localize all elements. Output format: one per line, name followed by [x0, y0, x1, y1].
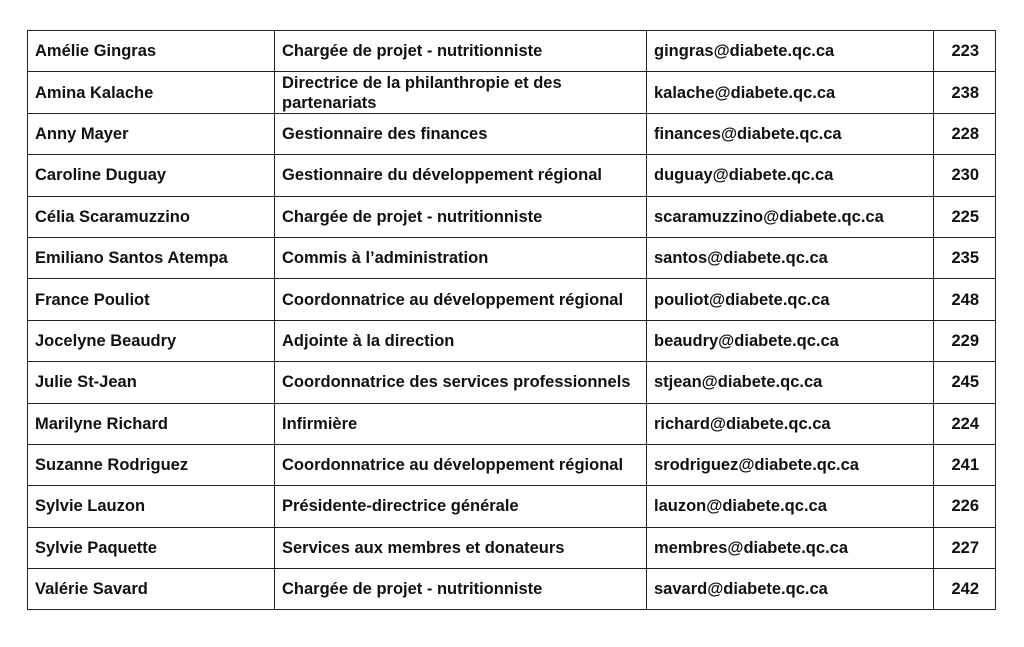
staff-role-cell: Adjointe à la direction — [275, 320, 647, 361]
table-row — [28, 444, 996, 485]
staff-name-cell: Valérie Savard — [28, 569, 275, 610]
table-row — [28, 72, 996, 113]
staff-extension-cell: 228 — [934, 113, 996, 154]
staff-role-cell: Coordonnatrice des services professionnels — [275, 362, 647, 403]
table-row — [28, 569, 996, 610]
staff-extension-cell: 245 — [934, 362, 996, 403]
staff-role-cell: Directrice de la philanthropie et des partenariats — [275, 72, 647, 113]
staff-extension-cell: 230 — [934, 155, 996, 196]
staff-email-cell: santos@diabete.qc.ca — [647, 237, 934, 278]
staff-role-cell: Présidente-directrice générale — [275, 486, 647, 527]
table-row — [28, 237, 996, 278]
staff-name-cell: France Pouliot — [28, 279, 275, 320]
staff-email-cell: pouliot@diabete.qc.ca — [647, 279, 934, 320]
staff-directory-table — [27, 30, 996, 610]
staff-name-cell: Emiliano Santos Atempa — [28, 237, 275, 278]
staff-email-cell: savard@diabete.qc.ca — [647, 569, 934, 610]
staff-extension-cell: 225 — [934, 196, 996, 237]
staff-role-cell: Chargée de projet - nutritionniste — [275, 31, 647, 72]
staff-email-cell: gingras@diabete.qc.ca — [647, 31, 934, 72]
table-row — [28, 320, 996, 361]
staff-role-cell: Infirmière — [275, 403, 647, 444]
staff-extension-cell: 227 — [934, 527, 996, 568]
staff-name-cell: Julie St-Jean — [28, 362, 275, 403]
staff-name-cell: Sylvie Lauzon — [28, 486, 275, 527]
staff-name-cell: Jocelyne Beaudry — [28, 320, 275, 361]
staff-email-cell: srodriguez@diabete.qc.ca — [647, 444, 934, 485]
staff-extension-cell: 226 — [934, 486, 996, 527]
staff-role-cell: Commis à l’administration — [275, 237, 647, 278]
staff-extension-cell: 223 — [934, 31, 996, 72]
staff-extension-cell: 248 — [934, 279, 996, 320]
staff-email-cell: duguay@diabete.qc.ca — [647, 155, 934, 196]
staff-role-cell: Coordonnatrice au développement régional — [275, 279, 647, 320]
staff-email-cell: finances@diabete.qc.ca — [647, 113, 934, 154]
table-row — [28, 362, 996, 403]
staff-role-cell: Gestionnaire des finances — [275, 113, 647, 154]
staff-name-cell: Célia Scaramuzzino — [28, 196, 275, 237]
staff-name-cell: Anny Mayer — [28, 113, 275, 154]
table-row — [28, 527, 996, 568]
table-row — [28, 155, 996, 196]
staff-name-cell: Amina Kalache — [28, 72, 275, 113]
table-row — [28, 196, 996, 237]
staff-name-cell: Suzanne Rodriguez — [28, 444, 275, 485]
table-row — [28, 113, 996, 154]
staff-role-cell: Coordonnatrice au développement régional — [275, 444, 647, 485]
staff-role-cell: Services aux membres et donateurs — [275, 527, 647, 568]
staff-name-cell: Caroline Duguay — [28, 155, 275, 196]
staff-extension-cell: 242 — [934, 569, 996, 610]
staff-role-cell: Chargée de projet - nutritionniste — [275, 569, 647, 610]
table-row — [28, 279, 996, 320]
staff-name-cell: Marilyne Richard — [28, 403, 275, 444]
staff-name-cell: Amélie Gingras — [28, 31, 275, 72]
staff-role-cell: Gestionnaire du développement régional — [275, 155, 647, 196]
table-row — [28, 31, 996, 72]
staff-email-cell: scaramuzzino@diabete.qc.ca — [647, 196, 934, 237]
staff-email-cell: kalache@diabete.qc.ca — [647, 72, 934, 113]
staff-extension-cell: 224 — [934, 403, 996, 444]
staff-extension-cell: 229 — [934, 320, 996, 361]
table-row — [28, 403, 996, 444]
staff-email-cell: membres@diabete.qc.ca — [647, 527, 934, 568]
staff-email-cell: beaudry@diabete.qc.ca — [647, 320, 934, 361]
staff-email-cell: richard@diabete.qc.ca — [647, 403, 934, 444]
table-row — [28, 486, 996, 527]
staff-name-cell: Sylvie Paquette — [28, 527, 275, 568]
staff-email-cell: stjean@diabete.qc.ca — [647, 362, 934, 403]
staff-extension-cell: 235 — [934, 237, 996, 278]
staff-extension-cell: 241 — [934, 444, 996, 485]
staff-email-cell: lauzon@diabete.qc.ca — [647, 486, 934, 527]
staff-role-cell: Chargée de projet - nutritionniste — [275, 196, 647, 237]
staff-extension-cell: 238 — [934, 72, 996, 113]
